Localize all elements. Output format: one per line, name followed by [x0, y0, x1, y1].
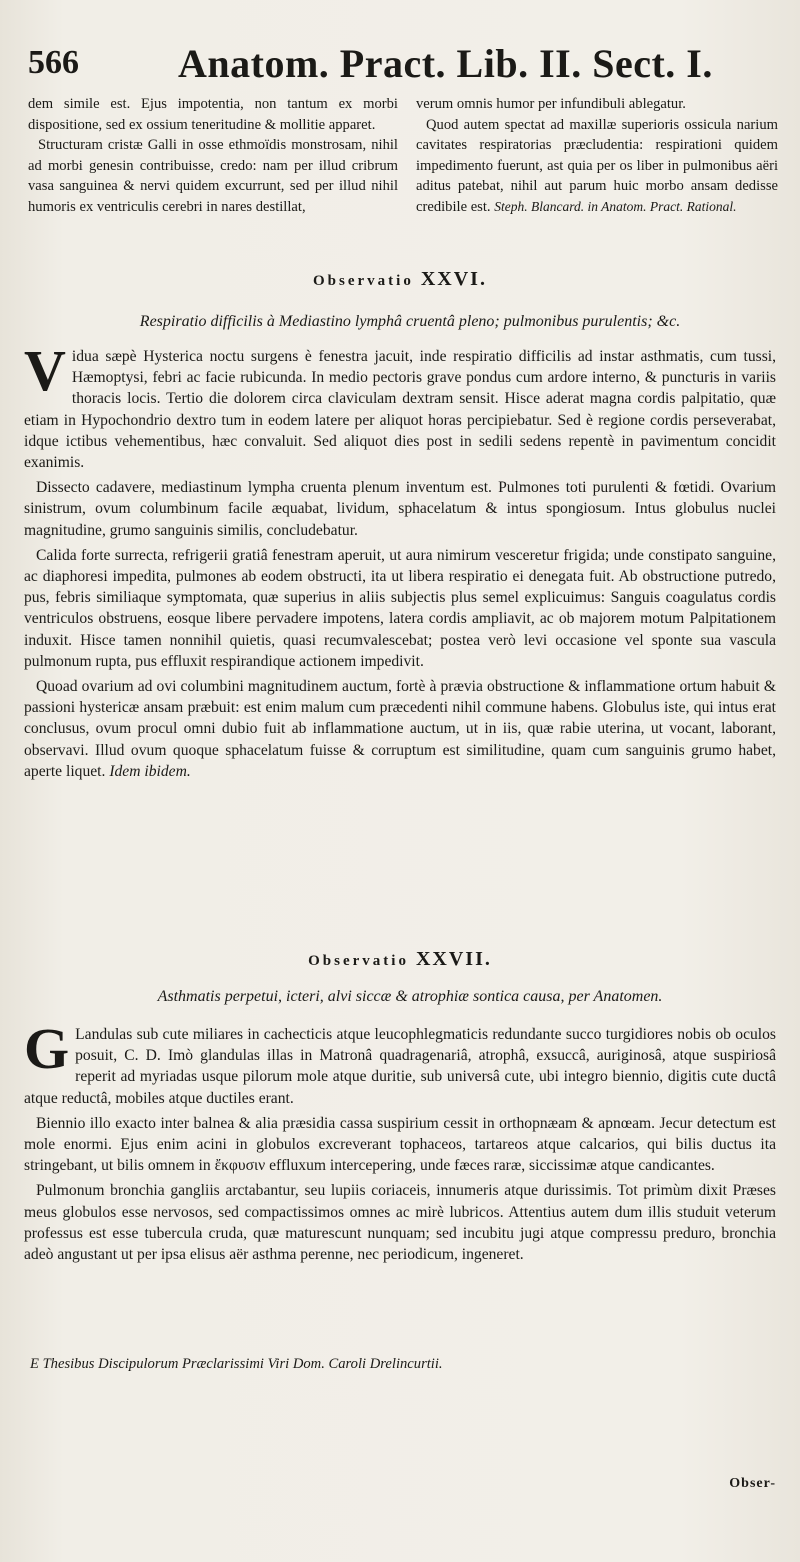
observation-word: Observatio — [313, 273, 414, 289]
observation-subtitle: Respiratio difficilis à Mediastino lymphâ cruentâ pleno; pulmonibus purulentis; &c. — [139, 313, 681, 330]
right-paragraph — [416, 115, 778, 218]
right-paragraph: verum omnis humor per infundibuli ablegatur. — [416, 96, 686, 112]
body-paragraph: Pulmonum bronchia gangliis arctabantur, seu lupiis coriaceis, innumeris atque durissimis. Tot primùm dixit Præses meus globulos esse nervosos, sed compactissimos omnes ac mirè lubricos. Attentius autem dum illis studuit veterum professus est esse tubercula cruda, quæ maturescunt nunquam; sed incubitu jugi atque compressu preduro, bronchia adeò angustant ut per ipsa elisus aër asthma perenne, nec periodicum, ingeneret. — [24, 1182, 776, 1264]
observation-heading — [0, 268, 800, 291]
right-column — [416, 94, 778, 218]
top-two-column-block — [28, 94, 778, 249]
body-paragraph — [24, 1016, 776, 1109]
body-paragraph-text: idua sæpè Hysterica noctu surgens è fenestra jacuit, inde respiratio difficilis ad instar asthmatis, cum tussi, Hæmoptysi, febri ac facie rubicunda. In medio pectoris grave pondus cum ardore interno, & puncturis in variis thoracis locis. Tertio die dolorem circa claviculam dextram sensit. Hisce aderat magna cordis palpitatio, quæ etiam in Hypochondrio dextro tum in eodem latere per aliquot horas percipiebatur. Sed è regione cordis perseverabat, idque ictibus vehementibus, hæc convaluit. Sed aliquot dies post in sedili sedens repentè in pavimentum concidit exanimis. — [24, 348, 776, 472]
observation-heading — [0, 948, 800, 971]
body-paragraph: Calida forte surrecta, refrigerii gratiâ fenestram aperuit, ut aura nimirum vesceretur frigida; unde constipato sanguine, ac diaphoresi impedita, pulmones ab eodem obstructi, ita ut libera respiratio ei denegata fuit. Ab obstructione putredo, pus, febris similiaque symptomata, quæ superius in aliis subjectis plus semel explicuimus: Sanguis coagulatus cordis ventriculos obstruens, eosque libere pervadere impotens, latera cordis ampliavit, ac ob majorem motum Palpitationem induxit. Hisce tamen nonnihil quietis, quasi recumvalescebat; postea verò levi occasione vel sponte sua vascula pulmonum rupta, pus effluxit respirandique actionem impedivit. — [24, 546, 776, 670]
left-paragraph: dem simile est. Ejus impotentia, non tantum ex morbi dispositione, sed ex ossium teneritudine & mollitie apparet. — [28, 96, 398, 133]
running-header — [28, 40, 768, 90]
observation-body — [24, 1016, 776, 1269]
drop-cap: G — [24, 1016, 70, 1081]
reference-citation: Steph. Blancard. in Anatom. Pract. Rational. — [494, 198, 737, 214]
page-number: 566 — [28, 44, 79, 81]
body-paragraph — [24, 676, 776, 782]
observation-number: XXVI. — [420, 268, 487, 290]
reference-citation: Idem ibidem. — [109, 762, 191, 780]
observation-subtitle: Asthmatis perpetui, icteri, alvi siccæ & atrophiæ sontica causa, per Anatomen. — [157, 988, 663, 1005]
right-paragraph-text: Quod autem spectat ad maxillæ superioris ossicula narium cavitates respiratorias præcludentia: respirationi quidem impedimento fuerunt, ast quia per os liber in pulmonibus aëri aditus patebat, nihil aut parum huic morbo ansam dedisse credibile est. — [416, 116, 778, 215]
catchword: Obser- — [729, 1476, 776, 1491]
drop-cap: V — [24, 338, 66, 403]
observation-word: Observatio — [308, 953, 409, 969]
observation-body — [24, 338, 776, 786]
body-paragraph: Biennio illo exacto inter balnea & alia præsidia cassa suspirium cessit in orthopnæam & apnœam. Jecur detectum est mole enormi. Ejus enim acini in globulos excreverant tophaceos, tartareos atque calcarios, qui bilis ductus ita stringebant, ut bilis omnem in ἔκφυσιν effluxum intercepering, unde fæces raræ, siccissimæ atque candicantes. — [24, 1114, 776, 1175]
left-paragraph: Structuram cristæ Galli in osse ethmoïdis monstrosam, nihil ad morbi genesin contribuisse, credo: nam per illud cribrum vasa sanguinea & nervi quidem excurrunt, sed per illud nihil humoris ex ventriculis cerebri in nares destillat, — [28, 137, 398, 215]
body-paragraph-text: Quoad ovarium ad ovi columbini magnitudinem auctum, fortè à prævia obstructione & inflammatione ortum habuit & passioni hystericæ ansam præbuit: est enim malum cum præcedenti nihil commune habens. Globulus iste, qui intus erat conclusus, ovum procul omni dubio fuit ab inflammatione auctum, ut in iis, quæ rabie uterina, ut vocant, laborant, observavi. Illud ovum quoque sphacelatum fuisse & corruptum est similitudine, quam cum sanguinis grumo habet, aperte liquet. — [24, 678, 776, 780]
body-paragraph — [24, 338, 776, 473]
body-paragraph: Dissecto cadavere, mediastinum lympha cruenta plenum inventum est. Pulmones toti purulenti & fœtidi. Ovarium sinistrum, ovum columbinum facile æquabat, lividum, sphacelatum & intus spongiosum. Intus globulus nuclei magnitudine, grumo sanguinis similis, concludebatur. — [24, 479, 776, 539]
running-title: Anatom. Pract. Lib. II. Sect. I. — [178, 41, 713, 86]
left-column — [28, 94, 398, 218]
reference-citation: E Thesibus Discipulorum Præclarissimi Viri Dom. Caroli Drelincurtii. — [30, 1356, 443, 1372]
observation-number: XXVII. — [415, 948, 492, 970]
body-paragraph-text: Landulas sub cute miliares in cachecticis atque leucophlegmaticis redundante succo turgidiores nobis ob oculos posuit, C. D. Imò glandulas illas in Matronâ quadragenariâ, atrophâ, exsuccâ, auriginosâ, atque suspiriosâ reperit ad myriadas usque pilorum mole atque duritie, sub universâ cute, ubi integro biennio, digitis cute ductâ atque reductâ, mobiles atque ductiles erant. — [24, 1026, 776, 1107]
